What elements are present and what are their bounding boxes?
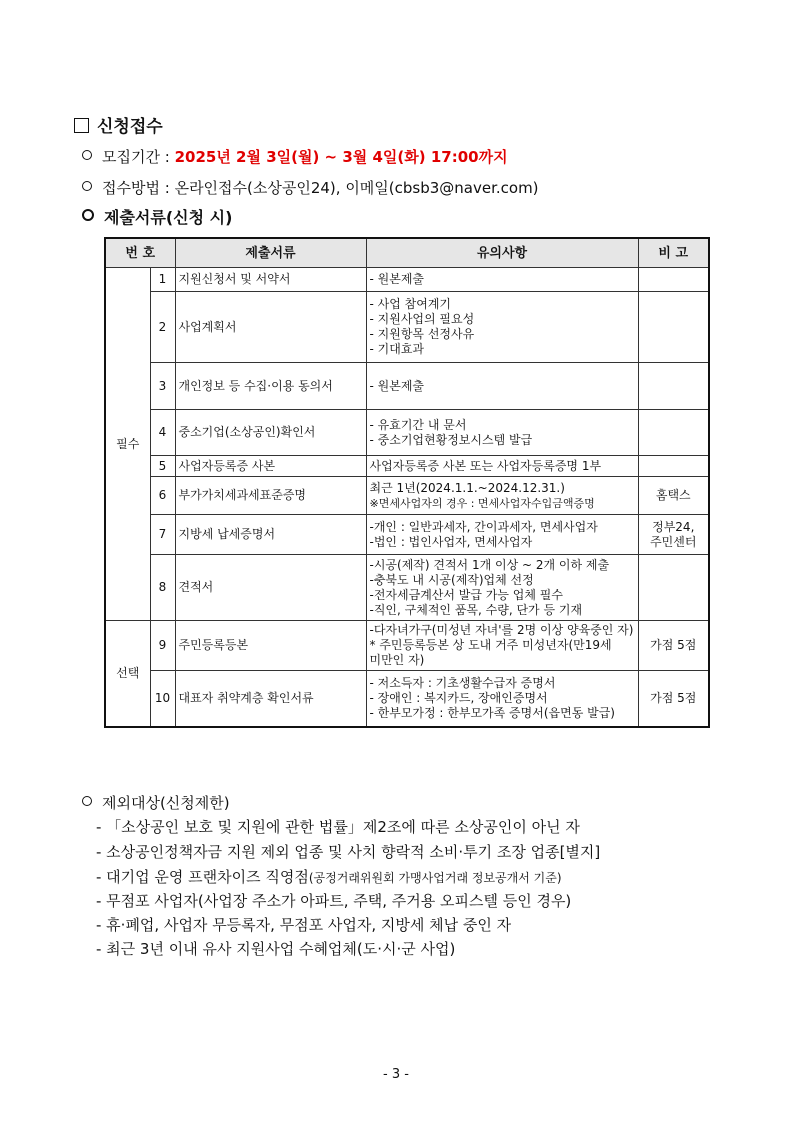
row-remark	[638, 555, 709, 621]
row-remark: 가점 5점	[638, 671, 709, 727]
note-line: - 지원사업의 필요성	[369, 312, 475, 326]
note-line: - 유효기간 내 문서	[369, 417, 467, 432]
row-number: 9	[150, 621, 175, 671]
exclusion-item: - 최근 3년 이내 유사 지원사업 수혜업체(도·시·군 사업)	[96, 940, 456, 958]
note-line: -개인 : 일반과세자, 간이과세자, 면세사업자	[369, 519, 598, 534]
circle-bullet-icon	[82, 181, 92, 191]
row-document: 부가가치세과세표준증명	[175, 477, 366, 515]
note-line: ※면세사업자의 경우 : 면세사업자수입금액증명	[369, 496, 595, 510]
row-number: 1	[150, 268, 175, 292]
note-line: - 기대효과	[369, 342, 425, 356]
row-document: 대표자 취약계층 확인서류	[175, 671, 366, 727]
docs-title: 제출서류(신청 시)	[82, 205, 232, 228]
row-remark	[638, 268, 709, 292]
header-remark: 비 고	[638, 238, 709, 268]
documents-table	[104, 237, 710, 728]
header-notes: 유의사항	[366, 238, 638, 268]
row-remark	[638, 456, 709, 477]
row-notes	[366, 515, 638, 555]
row-number: 2	[150, 292, 175, 363]
table-row	[105, 515, 709, 555]
row-document: 개인정보 등 수집·이용 동의서	[175, 363, 366, 410]
group-optional: 선택	[105, 621, 150, 727]
square-bullet-icon	[74, 118, 89, 133]
row-document: 중소기업(소상공인)확인서	[175, 410, 366, 456]
note-line: - 저소득자 : 기초생활수급자 증명서	[369, 675, 556, 690]
row-notes	[366, 410, 638, 456]
row-number: 8	[150, 555, 175, 621]
row-notes	[366, 555, 638, 621]
row-document: 주민등록등본	[175, 621, 366, 671]
row-remark	[638, 410, 709, 456]
note-line: -법인 : 법인사업자, 면세사업자	[369, 534, 533, 549]
table-row	[105, 477, 709, 515]
row-notes	[366, 268, 638, 292]
table-row	[105, 292, 709, 363]
period-line: 모집기간 : 2025년 2월 3일(월) ~ 3월 4일(화) 17:00까지	[82, 146, 508, 167]
method-line: 접수방법 : 온라인접수(소상공인24), 이메일(cbsb3@naver.com)	[82, 177, 539, 198]
table-header-row	[105, 238, 709, 268]
note-line: - 원본제출	[369, 378, 425, 393]
note-line: - 한부모가정 : 한부모가족 증명서(읍면동 발급)	[369, 705, 615, 720]
circle-bullet-icon	[82, 150, 92, 160]
note-line: 미만인 자)	[369, 653, 425, 667]
row-notes	[366, 363, 638, 410]
row-notes	[366, 621, 638, 671]
row-number: 10	[150, 671, 175, 727]
circle-bullet-icon	[82, 209, 94, 221]
note-line: 최근 1년(2024.1.1.~2024.12.31.)	[369, 480, 565, 495]
row-document: 지방세 납세증명서	[175, 515, 366, 555]
section-title: 신청접수	[74, 112, 163, 137]
exclusion-item: - 대기업 운영 프랜차이즈 직영점(공정거래위원회 가맹사업거래 정보공개서 기준)	[96, 868, 562, 886]
exclusion-item: - 휴·폐업, 사업자 무등록자, 무점포 사업자, 지방세 체납 중인 자	[96, 916, 512, 934]
note-line: - 원본제출	[369, 272, 425, 286]
row-document: 사업계획서	[175, 292, 366, 363]
table-row	[105, 621, 709, 671]
note-line: -다자녀가구(미성년 자녀'를 2명 이상 양육중인 자)	[369, 623, 634, 637]
exclusion-item-note: (공정거래위원회 가맹사업거래 정보공개서 기준)	[308, 871, 562, 885]
note-line: 사업자등록증 사본 또는 사업자등록증명 1부	[369, 458, 602, 473]
exclusion-item: - 무점포 사업자(사업장 주소가 아파트, 주택, 주거용 오피스텔 등인 경우)	[96, 892, 572, 910]
row-notes	[366, 477, 638, 515]
note-line: - 중소기업현황정보시스템 발급	[369, 432, 533, 447]
row-document: 지원신청서 및 서약서	[175, 268, 366, 292]
table-row	[105, 268, 709, 292]
exclusion-title: 제외대상(신청제한)	[82, 792, 230, 813]
table-row	[105, 456, 709, 477]
note-line: -직인, 구체적인 품목, 수량, 단가 등 기재	[369, 602, 583, 617]
page-number: - 3 -	[383, 1067, 409, 1082]
table-row	[105, 555, 709, 621]
table-row	[105, 410, 709, 456]
row-number: 3	[150, 363, 175, 410]
row-remark: 홈택스	[638, 477, 709, 515]
period-value: 2025년 2월 3일(월) ~ 3월 4일(화) 17:00까지	[174, 148, 508, 166]
row-notes	[366, 671, 638, 727]
row-notes	[366, 292, 638, 363]
note-line: -충북도 내 시공(제작)업체 선정	[369, 572, 534, 587]
row-remark	[638, 292, 709, 363]
note-line: -전자세금계산서 발급 가능 업체 필수	[369, 587, 563, 602]
row-number: 4	[150, 410, 175, 456]
circle-bullet-icon	[82, 796, 92, 806]
row-remark	[638, 363, 709, 410]
row-number: 5	[150, 456, 175, 477]
note-line: - 장애인 : 복지카드, 장애인증명서	[369, 690, 548, 705]
row-number: 6	[150, 477, 175, 515]
group-required: 필수	[105, 268, 150, 621]
table-row	[105, 671, 709, 727]
exclusion-item: - 「소상공인 보호 및 지원에 관한 법률」제2조에 따른 소상공인이 아닌 자	[96, 818, 580, 836]
exclusion-item: - 소상공인정책자금 지원 제외 업종 및 사치 향락적 소비·투기 조장 업종[별지]	[96, 843, 601, 861]
note-line: -시공(제작) 견적서 1개 이상 ~ 2개 이하 제출	[369, 557, 610, 572]
header-no: 번 호	[105, 238, 175, 268]
row-notes	[366, 456, 638, 477]
note-line: - 사업 참여계기	[369, 297, 452, 311]
row-remark: 가점 5점	[638, 621, 709, 671]
note-line: * 주민등록등본 상 도내 거주 미성년자(만19세	[369, 638, 612, 652]
header-doc: 제출서류	[175, 238, 366, 268]
row-document: 견적서	[175, 555, 366, 621]
row-number: 7	[150, 515, 175, 555]
row-document: 사업자등록증 사본	[175, 456, 366, 477]
row-remark: 정부24, 주민센터	[638, 515, 709, 555]
note-line: - 지원항목 선정사유	[369, 327, 475, 341]
method-value: 온라인접수(소상공인24), 이메일(cbsb3@naver.com)	[174, 179, 539, 197]
table-row	[105, 363, 709, 410]
